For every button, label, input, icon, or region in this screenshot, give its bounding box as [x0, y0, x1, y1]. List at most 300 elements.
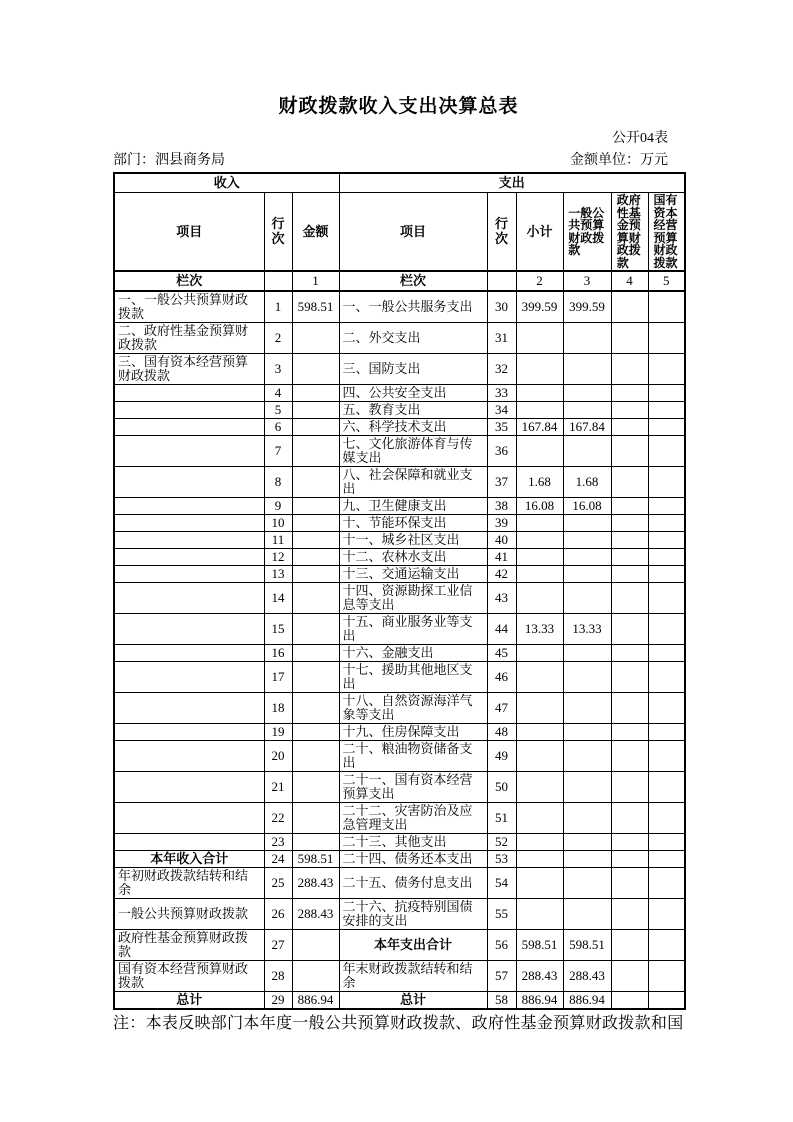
expense-general-budget-cell	[563, 851, 611, 868]
expense-subtotal-cell: 167.84	[516, 419, 563, 436]
expense-subtotal-cell: 13.33	[516, 614, 563, 645]
expense-subtotal-cell	[516, 354, 563, 385]
expense-state-capital-header	[648, 193, 685, 272]
column-index-row	[114, 271, 685, 291]
expense-line-cell: 49	[487, 741, 516, 772]
table-row	[114, 323, 685, 354]
expense-state-capital-cell	[648, 419, 685, 436]
income-line-cell: 8	[264, 467, 292, 498]
income-item-cell	[114, 693, 264, 724]
expense-gov-fund-cell	[611, 724, 648, 741]
expense-gov-fund-cell	[611, 549, 648, 566]
expense-general-budget-cell: 399.59	[563, 291, 611, 323]
expense-item-cell: 十四、资源勘探工业信息等支出	[339, 583, 487, 614]
income-amount-cell: 288.43	[292, 899, 339, 930]
expense-subtotal-cell	[516, 772, 563, 803]
expense-line-cell: 55	[487, 899, 516, 930]
expense-item-cell: 十七、援助其他地区支出	[339, 662, 487, 693]
expense-state-capital-cell	[648, 291, 685, 323]
table-row	[114, 419, 685, 436]
expense-state-capital-cell	[648, 498, 685, 515]
income-amount-cell	[292, 515, 339, 532]
expense-line-cell: 38	[487, 498, 516, 515]
income-amount-cell	[292, 583, 339, 614]
expense-gov-fund-cell	[611, 662, 648, 693]
income-line-cell: 9	[264, 498, 292, 515]
table-row	[114, 385, 685, 402]
expense-item-cell: 二十二、灾害防治及应急管理支出	[339, 803, 487, 834]
unit-label: 金额单位：万元	[570, 153, 668, 168]
income-amount-cell: 598.51	[292, 851, 339, 868]
expense-general-budget-cell	[563, 645, 611, 662]
income-item-cell: 政府性基金预算财政拨款	[114, 930, 264, 961]
expense-subtotal-cell	[516, 662, 563, 693]
expense-state-capital-cell	[648, 724, 685, 741]
table-row	[114, 402, 685, 419]
income-item-cell	[114, 467, 264, 498]
expense-gov-fund-cell	[611, 532, 648, 549]
income-line-cell: 25	[264, 868, 292, 899]
expense-item-cell: 十一、城乡社区支出	[339, 532, 487, 549]
expense-subtotal-cell	[516, 868, 563, 899]
income-item-cell	[114, 583, 264, 614]
income-amount-cell	[292, 419, 339, 436]
income-line-no-header	[264, 193, 292, 272]
expense-item-cell: 三、国防支出	[339, 354, 487, 385]
table-row	[114, 930, 685, 961]
expense-line-cell: 56	[487, 930, 516, 961]
table-row	[114, 961, 685, 992]
expense-line-cell: 43	[487, 583, 516, 614]
expense-subtotal-cell	[516, 566, 563, 583]
income-amount-cell	[292, 436, 339, 467]
expense-item-header: 项目	[339, 193, 487, 272]
expense-state-capital-cell	[648, 851, 685, 868]
expense-gov-fund-cell	[611, 834, 648, 851]
income-item-cell	[114, 834, 264, 851]
expense-gov-fund-cell	[611, 645, 648, 662]
income-item-cell	[114, 803, 264, 834]
income-line-cell: 28	[264, 961, 292, 992]
expense-item-cell: 十六、金融支出	[339, 645, 487, 662]
expense-general-budget-cell	[563, 566, 611, 583]
expense-subtotal-cell	[516, 834, 563, 851]
income-line-cell: 2	[264, 323, 292, 354]
expense-item-cell: 十八、自然资源海洋气象等支出	[339, 693, 487, 724]
expense-subtotal-cell	[516, 583, 563, 614]
table-row	[114, 834, 685, 851]
expense-item-cell: 二十六、抗疫特别国债安排的支出	[339, 899, 487, 930]
income-amount-cell	[292, 566, 339, 583]
table-row	[114, 583, 685, 614]
income-line-cell: 17	[264, 662, 292, 693]
expense-line-cell: 37	[487, 467, 516, 498]
income-amount-cell	[292, 930, 339, 961]
expense-gov-fund-header	[611, 193, 648, 272]
income-amount-cell: 288.43	[292, 868, 339, 899]
income-line-cell: 13	[264, 566, 292, 583]
income-amount-cell	[292, 323, 339, 354]
table-row	[114, 992, 685, 1010]
empty-cell	[264, 271, 292, 291]
income-item-cell	[114, 662, 264, 693]
income-item-cell	[114, 566, 264, 583]
expense-col-index-3: 3	[563, 271, 611, 291]
expense-gov-fund-cell	[611, 354, 648, 385]
expense-general-budget-cell	[563, 772, 611, 803]
expense-subtotal-cell	[516, 323, 563, 354]
expense-item-cell: 二十五、债务付息支出	[339, 868, 487, 899]
expense-general-budget-cell	[563, 402, 611, 419]
expense-line-cell: 48	[487, 724, 516, 741]
income-amount-cell	[292, 662, 339, 693]
income-item-cell: 一、一般公共预算财政拨款	[114, 291, 264, 323]
expense-gov-fund-cell	[611, 402, 648, 419]
expense-item-cell: 二、外交支出	[339, 323, 487, 354]
table-row	[114, 291, 685, 323]
expense-subtotal-cell	[516, 693, 563, 724]
expense-subtotal-cell	[516, 899, 563, 930]
expense-state-capital-cell	[648, 992, 685, 1010]
expense-subtotal-cell	[516, 741, 563, 772]
expense-state-capital-cell	[648, 645, 685, 662]
expense-subtotal-cell: 288.43	[516, 961, 563, 992]
expense-gov-fund-cell	[611, 419, 648, 436]
income-item-cell	[114, 724, 264, 741]
expense-col-index-5: 5	[648, 271, 685, 291]
expense-lanci-label: 栏次	[339, 271, 487, 291]
expense-state-capital-cell	[648, 549, 685, 566]
expense-line-cell: 53	[487, 851, 516, 868]
empty-cell	[487, 271, 516, 291]
income-amount-cell	[292, 614, 339, 645]
income-amount-cell	[292, 741, 339, 772]
form-number: 公开04表	[612, 131, 668, 146]
income-item-cell: 三、国有资本经营预算财政拨款	[114, 354, 264, 385]
income-line-cell: 21	[264, 772, 292, 803]
expense-gov-fund-cell	[611, 992, 648, 1010]
income-line-cell: 7	[264, 436, 292, 467]
expense-gov-fund-cell	[611, 583, 648, 614]
table-row	[114, 741, 685, 772]
expense-line-cell: 54	[487, 868, 516, 899]
income-amount-cell	[292, 803, 339, 834]
expense-general-budget-cell	[563, 724, 611, 741]
expense-gov-fund-cell	[611, 772, 648, 803]
income-col-index-1: 1	[292, 271, 339, 291]
expense-line-cell: 32	[487, 354, 516, 385]
table-row	[114, 532, 685, 549]
income-item-cell: 二、政府性基金预算财政拨款	[114, 323, 264, 354]
expense-gov-fund-cell	[611, 803, 648, 834]
expense-subtotal-cell	[516, 724, 563, 741]
table-row	[114, 566, 685, 583]
expense-state-capital-cell	[648, 693, 685, 724]
income-line-cell: 10	[264, 515, 292, 532]
expense-state-capital-cell	[648, 899, 685, 930]
expense-state-capital-cell	[648, 583, 685, 614]
table-row	[114, 803, 685, 834]
expense-line-cell: 44	[487, 614, 516, 645]
expense-line-cell: 34	[487, 402, 516, 419]
expense-item-cell: 年末财政拨款结转和结余	[339, 961, 487, 992]
expense-line-cell: 46	[487, 662, 516, 693]
expense-state-capital-cell	[648, 323, 685, 354]
vertical-text: 行次	[271, 215, 285, 246]
income-item-cell: 一般公共预算财政拨款	[114, 899, 264, 930]
income-item-cell	[114, 498, 264, 515]
expense-item-cell: 二十四、债务还本支出	[339, 851, 487, 868]
expense-state-capital-cell	[648, 402, 685, 419]
income-item-cell	[114, 515, 264, 532]
expense-line-cell: 57	[487, 961, 516, 992]
expense-line-cell: 33	[487, 385, 516, 402]
expense-state-capital-cell	[648, 662, 685, 693]
expense-item-cell: 二十一、国有资本经营预算支出	[339, 772, 487, 803]
income-amount-cell	[292, 385, 339, 402]
expense-subtotal-cell	[516, 515, 563, 532]
expense-item-cell: 一、一般公共服务支出	[339, 291, 487, 323]
expense-line-cell: 58	[487, 992, 516, 1010]
expense-line-cell: 39	[487, 515, 516, 532]
expense-subtotal-header: 小计	[516, 193, 563, 272]
expense-gov-fund-cell	[611, 741, 648, 772]
expense-line-cell: 42	[487, 566, 516, 583]
expense-gov-fund-cell	[611, 693, 648, 724]
expense-line-cell: 47	[487, 693, 516, 724]
income-section-header: 收入	[114, 173, 339, 193]
expense-subtotal-cell: 399.59	[516, 291, 563, 323]
expense-state-capital-cell	[648, 868, 685, 899]
income-line-cell: 23	[264, 834, 292, 851]
table-row	[114, 614, 685, 645]
vertical-text: 行次	[494, 215, 508, 246]
income-amount-cell	[292, 498, 339, 515]
expense-col-index-4: 4	[611, 271, 648, 291]
expense-subtotal-cell	[516, 645, 563, 662]
footnote: 注：本表反映部门本年度一般公共预算财政拨款、政府性基金预算财政拨款和国	[113, 1015, 684, 1032]
income-line-cell: 3	[264, 354, 292, 385]
income-item-cell	[114, 645, 264, 662]
income-amount-cell	[292, 724, 339, 741]
expense-state-capital-cell	[648, 436, 685, 467]
income-amount-cell	[292, 532, 339, 549]
table-row	[114, 868, 685, 899]
table-row	[114, 498, 685, 515]
expense-general-budget-header	[563, 193, 611, 272]
table-row	[114, 662, 685, 693]
expense-general-budget-cell	[563, 354, 611, 385]
expense-general-budget-cell	[563, 868, 611, 899]
table-row	[114, 899, 685, 930]
expense-item-cell: 十二、农林水支出	[339, 549, 487, 566]
income-amount-cell	[292, 549, 339, 566]
expense-general-budget-cell	[563, 515, 611, 532]
fiscal-appropriation-table	[113, 172, 686, 1010]
expense-line-cell: 51	[487, 803, 516, 834]
expense-state-capital-cell	[648, 515, 685, 532]
income-amount-cell	[292, 354, 339, 385]
expense-item-cell: 十九、住房保障支出	[339, 724, 487, 741]
expense-general-budget-cell	[563, 385, 611, 402]
income-item-cell	[114, 385, 264, 402]
income-item-cell	[114, 402, 264, 419]
income-item-cell	[114, 532, 264, 549]
expense-general-budget-cell	[563, 436, 611, 467]
expense-item-cell: 二十、粮油物资储备支出	[339, 741, 487, 772]
expense-general-budget-cell	[563, 532, 611, 549]
income-item-cell	[114, 549, 264, 566]
expense-general-budget-cell: 167.84	[563, 419, 611, 436]
income-line-cell: 29	[264, 992, 292, 1010]
wrapped-text: 一般公共预算财政拨款	[568, 205, 605, 257]
expense-state-capital-cell	[648, 566, 685, 583]
expense-general-budget-cell: 16.08	[563, 498, 611, 515]
expense-line-cell: 35	[487, 419, 516, 436]
expense-line-no-header	[487, 193, 516, 272]
income-amount-cell	[292, 693, 339, 724]
income-amount-cell	[292, 467, 339, 498]
expense-general-budget-cell: 13.33	[563, 614, 611, 645]
income-amount-header: 金额	[292, 193, 339, 272]
income-line-cell: 5	[264, 402, 292, 419]
wrapped-text: 国有资本经营预算财政拨款	[653, 193, 678, 270]
income-line-cell: 19	[264, 724, 292, 741]
expense-subtotal-cell	[516, 851, 563, 868]
page-title: 财政拨款收入支出决算总表	[278, 96, 519, 117]
expense-subtotal-cell	[516, 436, 563, 467]
income-line-cell: 12	[264, 549, 292, 566]
expense-item-cell: 十、节能环保支出	[339, 515, 487, 532]
expense-subtotal-cell	[516, 549, 563, 566]
income-line-cell: 18	[264, 693, 292, 724]
expense-subtotal-cell: 598.51	[516, 930, 563, 961]
section-header-row	[114, 173, 685, 193]
expense-line-cell: 30	[487, 291, 516, 323]
income-item-cell	[114, 772, 264, 803]
column-header-row	[114, 193, 685, 272]
income-amount-cell	[292, 834, 339, 851]
expense-subtotal-cell	[516, 385, 563, 402]
expense-general-budget-cell	[563, 583, 611, 614]
income-line-cell: 11	[264, 532, 292, 549]
expense-state-capital-cell	[648, 772, 685, 803]
expense-general-budget-cell	[563, 803, 611, 834]
expense-gov-fund-cell	[611, 851, 648, 868]
income-amount-cell: 886.94	[292, 992, 339, 1010]
expense-gov-fund-cell	[611, 566, 648, 583]
expense-item-cell: 五、教育支出	[339, 402, 487, 419]
department-label: 部门：泗县商务局	[113, 153, 225, 168]
income-item-cell	[114, 419, 264, 436]
income-line-cell: 6	[264, 419, 292, 436]
expense-subtotal-cell	[516, 402, 563, 419]
expense-line-cell: 52	[487, 834, 516, 851]
expense-general-budget-cell: 288.43	[563, 961, 611, 992]
expense-gov-fund-cell	[611, 467, 648, 498]
table-row	[114, 467, 685, 498]
expense-item-cell: 四、公共安全支出	[339, 385, 487, 402]
meta-row	[113, 152, 684, 169]
expense-subtotal-cell: 1.68	[516, 467, 563, 498]
expense-general-budget-cell	[563, 662, 611, 693]
income-line-cell: 16	[264, 645, 292, 662]
expense-state-capital-cell	[648, 803, 685, 834]
income-amount-cell	[292, 961, 339, 992]
income-amount-cell	[292, 402, 339, 419]
expense-subtotal-cell: 16.08	[516, 498, 563, 515]
expense-item-cell: 本年支出合计	[339, 930, 487, 961]
expense-state-capital-cell	[648, 354, 685, 385]
expense-state-capital-cell	[648, 385, 685, 402]
expense-subtotal-cell	[516, 803, 563, 834]
expense-general-budget-cell: 598.51	[563, 930, 611, 961]
expense-line-cell: 41	[487, 549, 516, 566]
expense-gov-fund-cell	[611, 614, 648, 645]
expense-gov-fund-cell	[611, 323, 648, 354]
income-line-cell: 26	[264, 899, 292, 930]
table-row	[114, 724, 685, 741]
expense-gov-fund-cell	[611, 436, 648, 467]
expense-state-capital-cell	[648, 961, 685, 992]
expense-item-cell: 六、科学技术支出	[339, 419, 487, 436]
income-line-cell: 27	[264, 930, 292, 961]
table-row	[114, 549, 685, 566]
expense-general-budget-cell: 1.68	[563, 467, 611, 498]
expense-item-cell: 总计	[339, 992, 487, 1010]
income-item-cell: 国有资本经营预算财政拨款	[114, 961, 264, 992]
expense-general-budget-cell	[563, 834, 611, 851]
expense-gov-fund-cell	[611, 515, 648, 532]
income-line-cell: 1	[264, 291, 292, 323]
expense-subtotal-cell	[516, 532, 563, 549]
income-lanci-label: 栏次	[114, 271, 264, 291]
expense-gov-fund-cell	[611, 899, 648, 930]
expense-col-index-2: 2	[516, 271, 563, 291]
expense-item-cell: 八、社会保障和就业支出	[339, 467, 487, 498]
income-amount-cell	[292, 772, 339, 803]
expense-gov-fund-cell	[611, 930, 648, 961]
expense-state-capital-cell	[648, 741, 685, 772]
income-item-cell	[114, 741, 264, 772]
income-item-cell	[114, 436, 264, 467]
expense-gov-fund-cell	[611, 385, 648, 402]
expense-line-cell: 31	[487, 323, 516, 354]
expense-item-cell: 二十三、其他支出	[339, 834, 487, 851]
expense-item-cell: 十三、交通运输支出	[339, 566, 487, 583]
expense-gov-fund-cell	[611, 498, 648, 515]
expense-line-cell: 45	[487, 645, 516, 662]
income-amount-cell: 598.51	[292, 291, 339, 323]
income-line-cell: 20	[264, 741, 292, 772]
expense-state-capital-cell	[648, 532, 685, 549]
income-line-cell: 22	[264, 803, 292, 834]
income-item-header: 项目	[114, 193, 264, 272]
expense-gov-fund-cell	[611, 291, 648, 323]
expense-state-capital-cell	[648, 467, 685, 498]
expense-line-cell: 40	[487, 532, 516, 549]
expense-gov-fund-cell	[611, 961, 648, 992]
income-line-cell: 15	[264, 614, 292, 645]
document-content	[113, 0, 684, 1033]
expense-item-cell: 七、文化旅游体育与传媒支出	[339, 436, 487, 467]
table-row	[114, 515, 685, 532]
table-row	[114, 436, 685, 467]
expense-state-capital-cell	[648, 930, 685, 961]
expense-section-header: 支出	[339, 173, 685, 193]
expense-general-budget-cell	[563, 693, 611, 724]
income-line-cell: 24	[264, 851, 292, 868]
